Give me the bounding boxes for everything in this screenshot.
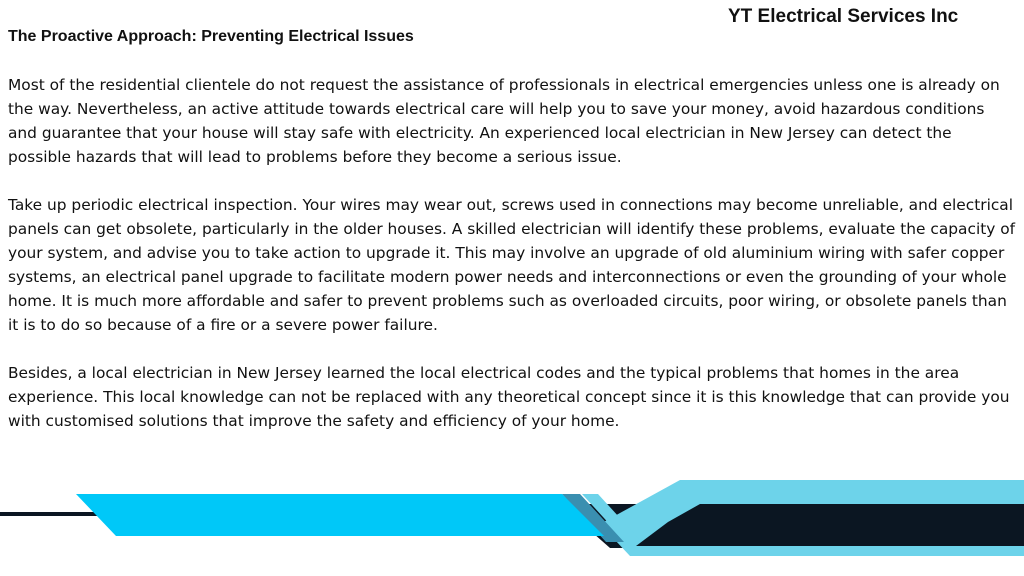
- paragraph-1: Most of the residential clientele do not request the assistance of professionals in electrical emergencies unless one is already on the way. Nevertheless, an active attitude towards electrical care will help you to save your money, avoid hazardous conditions and guarantee that your house will stay safe with electricity. An experienced local electrician in New Jersey can detect the possible hazards that will lead to problems before they become a serious issue.: [8, 76, 1000, 166]
- paragraph-3: Besides, a local electrician in New Jersey learned the local electrical codes and the typical problems that homes in the area experience. This local knowledge can not be replaced with any theoretical concept since it is this knowledge that can provide you with customised solutions that improve the safety and efficiency of your home.: [8, 364, 1010, 430]
- decorative-banner: [0, 470, 1024, 576]
- article-body: [8, 73, 1016, 457]
- company-name: YT Electrical Services Inc: [728, 6, 959, 27]
- banner-dark-inner: [636, 504, 1024, 546]
- page-title: The Proactive Approach: Preventing Electrical Issues: [8, 28, 414, 45]
- paragraph-2: Take up periodic electrical inspection. Your wires may wear out, screws used in connections may become unreliable, and electrical panels can get obsolete, particularly in the older houses. A skilled electrician will identify these problems, evaluate the capacity of your system, and advise you to take action to upgrade it. This may involve an upgrade of old aluminium wiring with safer copper systems, an electrical panel upgrade to facilitate modern power needs and interconnections or even the grounding of your whole home. It is much more affordable and safer to prevent problems such as overloaded circuits, poor wiring, or obsolete panels than it is to do so because of a fire or a severe power failure.: [8, 196, 1016, 334]
- banner-cyan-stripe: [76, 494, 604, 536]
